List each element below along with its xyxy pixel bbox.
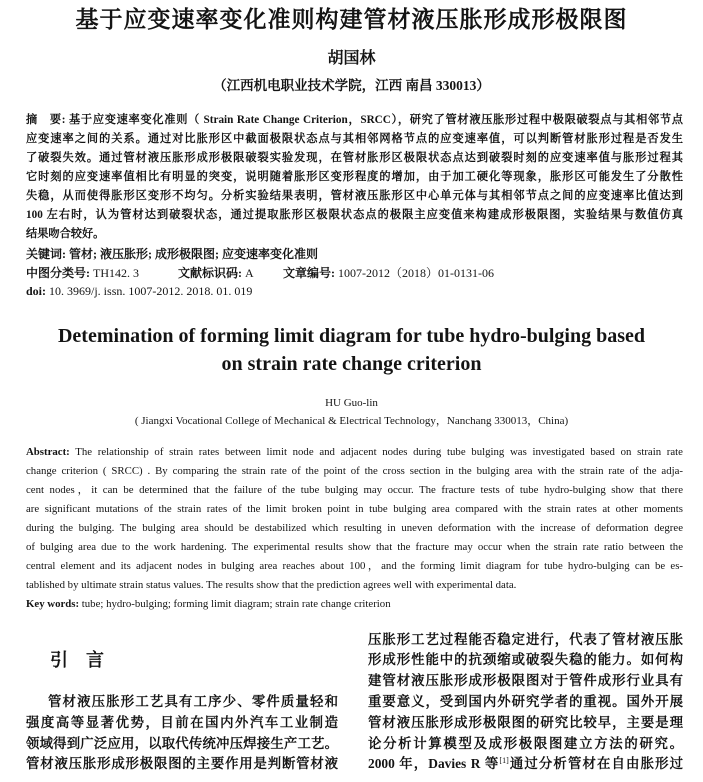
document-code — [178, 264, 254, 283]
abstract-cn-line: 失稳，从而使得胀形区变形不均匀。分析实验结果表明，管材液压胀形区中心单元体与其相邻节点之间的应变速率比值达到 — [26, 190, 683, 202]
doi-label: doi: — [26, 284, 47, 298]
section-heading-intro: 引 言 — [50, 650, 104, 671]
title-cn: 基于应变速率变化准则构建管材液压胀形成形极限图 — [75, 7, 628, 33]
abstract-en-line: tablished by ultimate strain status values. The results show that the prediction agrees well with experimental data. — [26, 579, 517, 592]
keywords-en-label: Key words: — [26, 598, 80, 611]
intro-paragraph-line: 管材液压胀形成形极限图的研究比较早，主要是理 — [368, 714, 683, 730]
abstract-en-label: Abstract: — [26, 445, 70, 458]
article-number — [283, 264, 494, 283]
intro-left-column — [26, 692, 338, 775]
classification-line — [26, 264, 683, 283]
abstract-en-line: of bulging area due to the work hardening. The experimental results show that the fracture may occur when the strain rate ratio between the — [26, 540, 683, 553]
abstract-en-line: cent nodes，it can be determined that the failure of the tube bulging may occur. The fracture tests of tube hydro-bulging show that there — [26, 483, 683, 496]
abstract-en-line: are significant mutations of the strain rates of the limit broken point in tube bulging area compared with the strain rates at other moments — [26, 502, 683, 515]
abstract-cn-line: 应变速率之间的关系。通过对比胀形区中截面极限状态点与其相邻网格节点的应变速率值，可以判断管材胀形过程是否发生 — [26, 133, 683, 145]
intro-right-column — [368, 630, 683, 776]
intro-paragraph-line — [368, 754, 683, 775]
abstract-en-line: change criterion ( SRCC) . By comparing the strain rate of the point of the cross section in the bulging area with the strain rate of the adja- — [26, 464, 683, 477]
intro-paragraph-line: 形成形性能中的抗颈缩或破裂失稳的能力。如何构 — [368, 652, 683, 668]
abstract-cn-line: 结果吻合较好。 — [26, 228, 105, 240]
clc-number — [26, 264, 139, 283]
intro-text-before-ref: 2000 年，Davies R 等 — [368, 756, 500, 772]
keywords-en — [26, 595, 683, 614]
abstract-cn-line: 100 左右时，认为管材达到破裂状态，通过提取胀形区极限状态点的极限主应变值来构建成形极限图，实验结果与数值仿真 — [26, 209, 683, 221]
citation-ref: [1] — [499, 756, 509, 766]
clc-value: TH142. 3 — [93, 265, 139, 280]
abstract-cn-line: 了破裂失效。通过管材液压胀形成形极限破裂实验发现，在管材胀形区极限状态点达到破裂时刻的应变速率值与胀形过程其 — [26, 152, 683, 164]
doi-line — [26, 282, 683, 301]
intro-paragraph-line: 管材液压胀形成形极限图的主要作用是判断管材液 — [26, 756, 338, 772]
title-en — [0, 322, 703, 378]
author-cn: 胡国林 — [327, 48, 376, 67]
abstract-cn-text: 基于应变速率变化准则（ Strain Rate Change Criterion，SRCC），研究了管材液压胀形过程中极限破裂点与其相邻节点 — [69, 114, 683, 126]
article-no-label: 文章编号: — [283, 265, 335, 280]
title-en-line: Detemination of forming limit diagram for tube hydro-bulging based — [57, 325, 646, 347]
intro-paragraph-line: 重要意义，受到国内外研究学者的重视。国外开展 — [368, 693, 683, 709]
keywords-cn-label: 关键词: — [26, 247, 66, 261]
abstract-cn-line — [26, 111, 683, 130]
abstract-cn-label: 摘 要: — [26, 114, 66, 126]
abstract-en-line — [26, 443, 683, 462]
abstract-en — [26, 443, 683, 615]
intro-text-after-ref: 通过分析管材在自由胀形过 — [508, 756, 684, 772]
intro-paragraph-line: 压胀形工艺过程能否稳定进行，代表了管材液压胀 — [368, 631, 683, 647]
keywords-en-text: tube; hydro-bulging; forming limit diagram; strain rate change criterion — [81, 598, 391, 611]
intro-paragraph-line: 建管材液压胀形成形极限图对于管件成形行业具有 — [368, 673, 683, 689]
clc-label: 中图分类号: — [26, 265, 90, 280]
abstract-cn — [26, 111, 683, 244]
doc-code-value: A — [245, 265, 254, 280]
article-metadata — [26, 245, 683, 301]
affiliation-cn: （江西机电职业技术学院，江西 南昌 330013） — [213, 78, 490, 93]
abstract-en-line: central element and its adjacent nodes in bulging area reaches about 100，and the forming limit diagram for tube hydro-bulging can be es- — [26, 560, 683, 573]
intro-paragraph-line: 领域得到广泛应用，以取代传统冲压焊接生产工艺。 — [26, 735, 338, 751]
abstract-cn-line: 它时刻的应变速率值相比有明显的突变，说明随着胀形区变形程度的增加，由于加工硬化等现象，胀形区可能发生了分散性 — [26, 171, 683, 183]
author-en: HU Guo-lin — [325, 397, 378, 409]
intro-paragraph-line: 管材液压胀形工艺具有工序少、零件质量轻和 — [48, 694, 338, 709]
keywords-cn-text: 管材; 液压胀形; 成形极限图; 应变速率变化准则 — [69, 247, 318, 261]
intro-paragraph-line: 论分析计算模型及成形极限图建立方法的研究。 — [368, 735, 683, 751]
keywords-cn — [26, 245, 683, 264]
doi-value: 10. 3969/j. issn. 1007-2012. 2018. 01. 019 — [49, 284, 253, 298]
abstract-en-line: during the bulging. The bulging area should be destabilized which resulting in uneven deformation with the increase of deformation degree — [26, 521, 683, 534]
doc-code-label: 文献标识码: — [178, 265, 242, 280]
affiliation-en: ( Jiangxi Vocational College of Mechanical & Electrical Technology，Nanchang 330013，China) — [134, 415, 569, 427]
article-no-value: 1007-2012（2018）01-0131-06 — [338, 265, 494, 280]
abstract-en-text: The relationship of strain rates between limit node and adjacent nodes during tube bulging was investigated based on strain rate — [75, 445, 683, 458]
intro-paragraph-line: 强度高等显著优势，目前在国内外汽车工业制造 — [26, 714, 338, 730]
title-en-line: on strain rate change criterion — [221, 353, 482, 375]
